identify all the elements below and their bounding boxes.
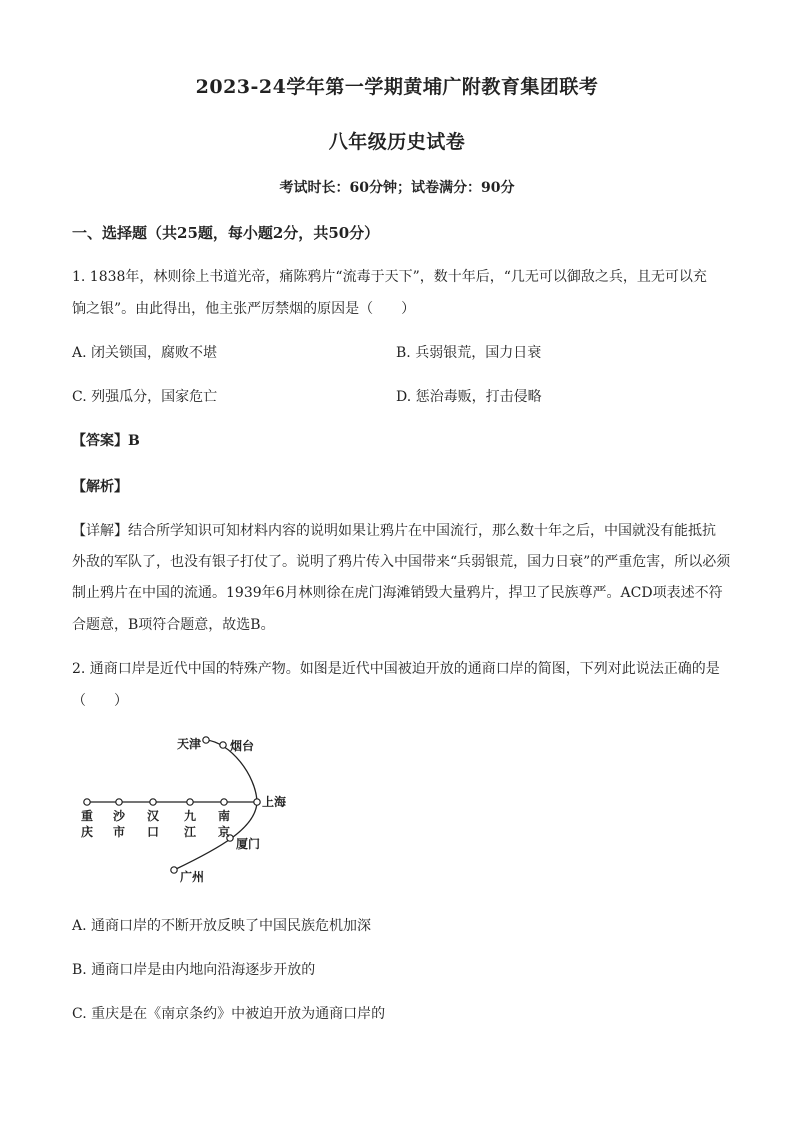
treaty-ports-map — [60, 720, 320, 890]
label-xiamen: 厦门 — [236, 837, 261, 851]
port-dot-chongqing — [84, 799, 90, 805]
label-nanjing-1: 南 — [218, 809, 231, 823]
label-shashi-1: 沙 — [113, 809, 126, 823]
port-dot-guangzhou — [171, 867, 177, 873]
label-hankou-2: 口 — [147, 825, 160, 839]
label-jiujiang-1: 九 — [184, 809, 197, 823]
exam-meta: 考试时长：60分钟；试卷满分：90分 — [279, 180, 515, 196]
q2-stem-line1: 2. 通商口岸是近代中国的特殊产物。如图是近代中国被迫开放的通商口岸的简图，下列对此说法正确的是 — [72, 661, 720, 677]
port-dot-jiujiang — [187, 799, 193, 805]
exam-title: 2023-24学年第一学期黄埔广附教育集团联考 — [195, 76, 599, 98]
label-shashi-2: 市 — [113, 825, 126, 839]
label-shanghai: 上海 — [262, 795, 287, 809]
section-heading: 一、选择题（共25题，每小题2分，共50分） — [72, 224, 380, 242]
q1-stem-line2: 饷之银”。由此得出，他主张严厉禁烟的原因是（ ） — [72, 301, 416, 317]
q1-option-a: A. 闭关锁国，腐败不堪 — [72, 345, 218, 361]
q1-stem-line1: 1. 1838年，林则徐上书道光帝，痛陈鸦片“流毒于天下”，数十年后，“几无可以御敌之兵，且无可以充 — [72, 269, 707, 285]
port-dot-hankou — [150, 799, 156, 805]
q1-detail-line2: 外敌的军队了，也没有银子打仗了。说明了鸦片传入中国带来“兵弱银荒，国力日衰”的严重危害，所以必须 — [72, 554, 731, 570]
q2-option-a: A. 通商口岸的不断开放反映了中国民族危机加深 — [72, 918, 372, 934]
q1-analysis-label: 【解析】 — [72, 479, 128, 495]
q1-option-c: C. 列强瓜分，国家危亡 — [72, 389, 218, 405]
q2-stem-line2: （ ） — [72, 693, 128, 709]
port-dot-shanghai — [254, 799, 260, 805]
label-hankou-1: 汉 — [147, 809, 160, 823]
q1-option-b: B. 兵弱银荒，国力日衰 — [396, 345, 542, 361]
label-jiujiang-2: 江 — [184, 825, 197, 839]
q1-detail-line3: 制止鸦片在中国的流通。1939年6月林则徐在虎门海滩销毁大量鸦片，捍卫了民族尊严。ACD项表述不符 — [72, 585, 723, 601]
port-dot-tianjin — [203, 737, 209, 743]
label-guangzhou: 广州 — [180, 870, 205, 884]
port-dot-yantai — [220, 742, 226, 748]
q1-detail-line1: 【详解】结合所学知识可知材料内容的说明如果让鸦片在中国流行，那么数十年之后，中国就没有能抵抗 — [72, 523, 716, 539]
q1-option-d: D. 惩治毒贩，打击侵略 — [396, 389, 542, 405]
label-tianjin: 天津 — [177, 737, 202, 751]
q1-detail-line4: 合题意，B项符合题意，故选B。 — [72, 617, 275, 633]
q2-option-b: B. 通商口岸是由内地向沿海逐步开放的 — [72, 962, 316, 978]
port-dot-nanjing — [221, 799, 227, 805]
label-chongqing-1: 重 — [81, 809, 94, 823]
label-yantai: 烟台 — [230, 739, 255, 753]
q2-option-c: C. 重庆是在《南京条约》中被迫开放为通商口岸的 — [72, 1006, 386, 1022]
label-nanjing-2: 京 — [218, 825, 231, 839]
exam-subtitle: 八年级历史试卷 — [328, 131, 466, 153]
q1-answer: 【答案】B — [72, 433, 140, 449]
port-dot-shashi — [116, 799, 122, 805]
label-chongqing-2: 庆 — [81, 825, 94, 839]
